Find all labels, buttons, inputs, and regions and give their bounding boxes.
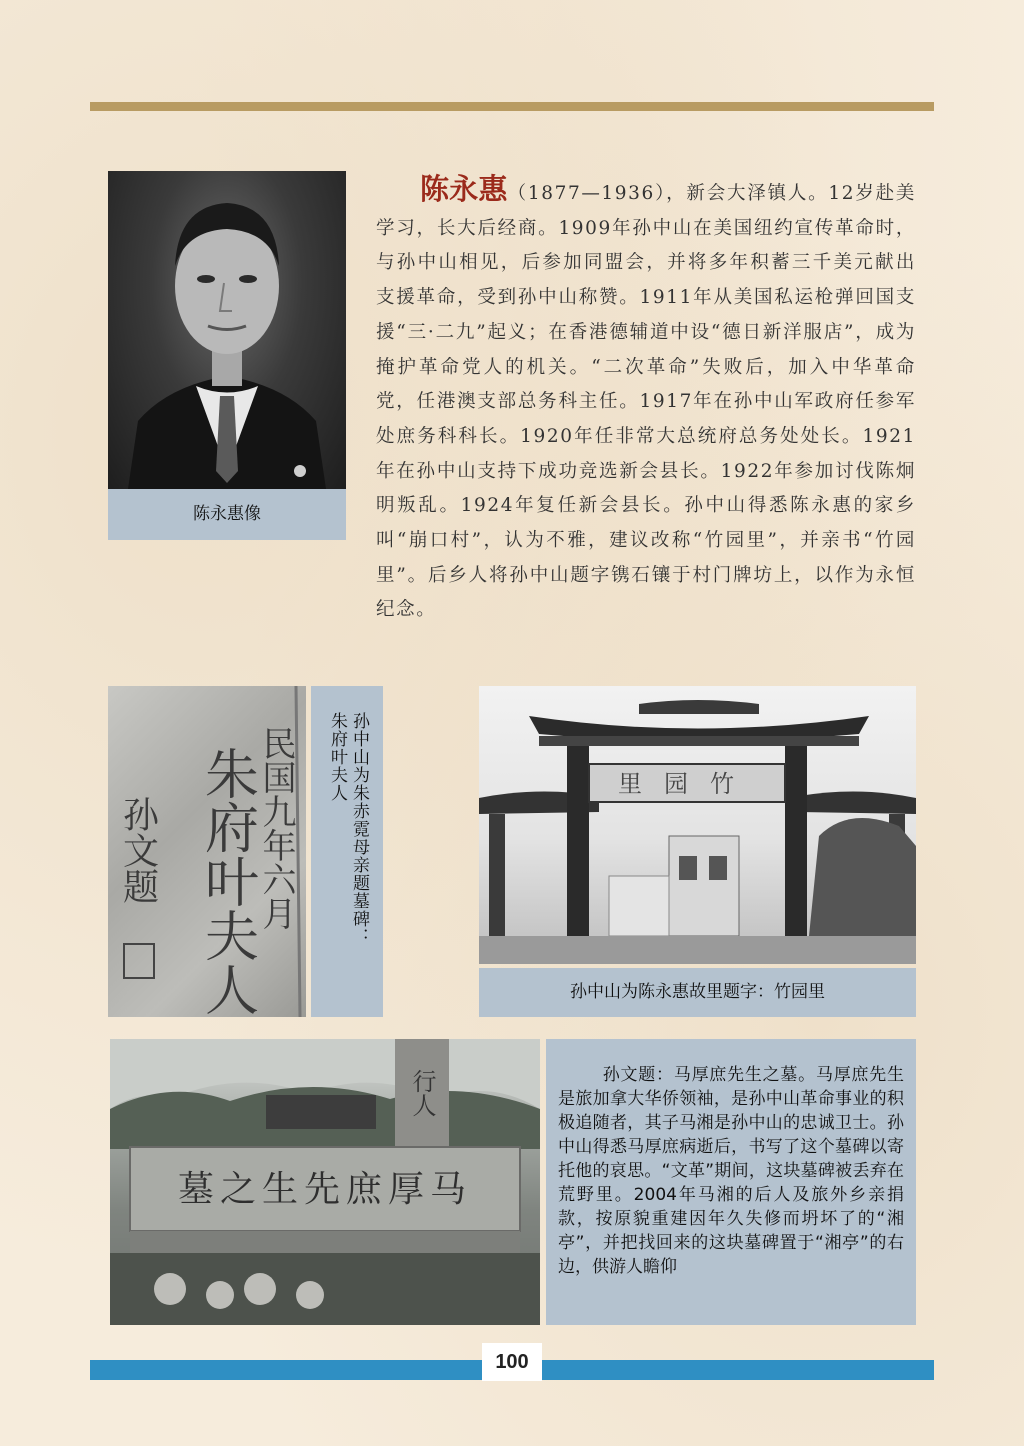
grave-caption-text: [558, 1063, 904, 1279]
portrait-photo: [108, 171, 346, 489]
tombstone-caption-line2: 朱府叶夫人: [327, 712, 347, 802]
portrait-caption: 陈永惠像: [108, 489, 346, 540]
grave-caption-body: 马厚庶先生是旅加拿大华侨领袖，是孙中山革命事业的积极追随者，其子马湘是孙中山的忠诚卫士。孙中山得悉马厚庶病逝后，书写了这个墓碑以寄托他的哀思。“文革”期间，这块墓碑被丢弃在荒野里。2004年马湘的后人及旅外乡亲捐款，按原貌重建因年久失修而坍坏了的“湘亭”，并把找回来的这块墓碑置于“湘亭”的右边，供游人瞻仰: [558, 1065, 905, 1277]
tombstone-main-inscription: 朱府叶夫人: [196, 746, 260, 1016]
grave-photo: [110, 1039, 540, 1325]
tombstone-caption: [311, 686, 383, 1017]
archway-photo: [479, 686, 916, 964]
page-number: 100: [482, 1343, 542, 1381]
tombstone-photo: [108, 686, 306, 1017]
biography-paragraph: [376, 172, 916, 628]
tombstone-caption-line1: 孙中山为朱赤霓母亲题墓碑：: [349, 712, 369, 946]
person-name: 陈永惠: [420, 172, 508, 206]
tombstone-illustration: [108, 686, 306, 1017]
seal-stamp: [124, 944, 154, 978]
grave-stone-inscription: 墓之生先庶厚马: [177, 1169, 473, 1210]
grave-post-inscription: 行人: [408, 1069, 436, 1117]
tombstone-date-inscription: 民国九年六月: [256, 726, 296, 930]
archway-caption: 孙中山为陈永惠故里题字：竹园里: [479, 968, 916, 1017]
grave-caption-lead: 孙文题：马厚庶先生之墓。: [602, 1065, 816, 1085]
archway-illustration: [479, 686, 916, 964]
biography-text: （1877—1936），新会大泽镇人。12岁赴美学习，长大后经商。1909年孙中山在美国纽约宣传革命时，与孙中山相见，后参加同盟会，并将多年积蓄三千美元献出支援革命，受到孙中山称赞。1911年从美国私运枪弹回国支援“三·二九”起义；在香港德辅道中设“德日新洋服店”，成为掩护革命党人的机关。“二次革命”失败后，加入中华革命党，任港澳支部总务科主任。1917年在孙中山军政府任参军处庶务科科长。1920年任非常大总统府总务处处长。1921年在孙中山支持下成功竞选新会县长。1922年参加讨伐陈炯明叛乱。1924年复任新会县长。孙中山得悉陈永惠的家乡叫“崩口村”，认为不雅，建议改称“竹园里”，并亲书“竹园里”。后乡人将孙中山题字镌石镶于村门牌坊上，以作为永恒纪念。: [376, 183, 916, 621]
top-rule: [90, 102, 934, 111]
grave-illustration: [110, 1039, 540, 1325]
tombstone-signature: 孙文题: [117, 796, 159, 904]
grave-caption: [546, 1039, 916, 1325]
archway-plaque-inscription: 里园竹: [618, 770, 756, 798]
portrait-illustration: [108, 171, 346, 489]
